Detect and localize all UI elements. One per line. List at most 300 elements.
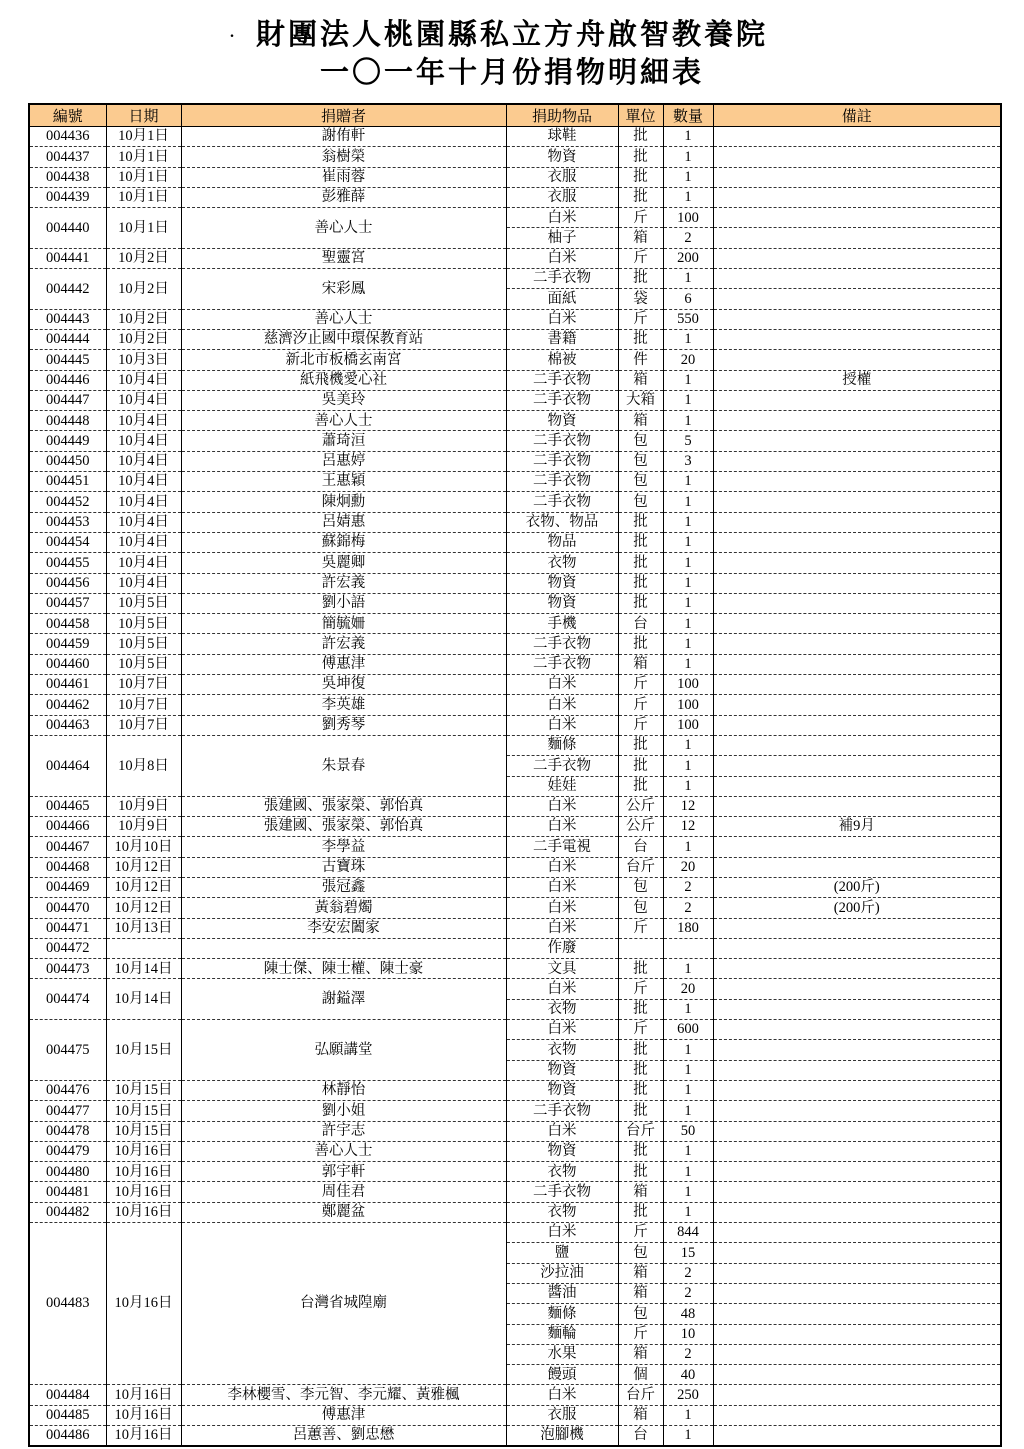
- entry-unit: 包: [618, 451, 663, 471]
- entry-id: 004440: [29, 208, 106, 249]
- entry-donor: 李學益: [181, 837, 506, 857]
- entry-note: [713, 147, 1001, 167]
- entry-note: [713, 634, 1001, 654]
- entry-qty: 1: [663, 959, 713, 979]
- entry-id: 004479: [29, 1141, 106, 1161]
- entry-id: 004469: [29, 877, 106, 897]
- entry-donor: 林靜怡: [181, 1080, 506, 1100]
- entry-item: 棉被: [506, 350, 618, 370]
- entry-item: 柚子: [506, 228, 618, 248]
- column-header: 單位: [618, 104, 663, 127]
- entry-note: [713, 1243, 1001, 1263]
- entry-item: 白米: [506, 695, 618, 715]
- entry-item: 白米: [506, 1385, 618, 1405]
- entry-donor: 周佳君: [181, 1182, 506, 1202]
- entry-qty: 1: [663, 553, 713, 573]
- entry-note: [713, 776, 1001, 796]
- entry-id: 004465: [29, 796, 106, 816]
- entry-date: 10月1日: [106, 147, 181, 167]
- entry-item: 二手衣物: [506, 451, 618, 471]
- table-row: [29, 1162, 1001, 1182]
- entry-qty: 1: [663, 370, 713, 390]
- entry-date: 10月10日: [106, 837, 181, 857]
- table-row: [29, 1121, 1001, 1141]
- table-row: [29, 877, 1001, 897]
- entry-unit: 斤: [618, 979, 663, 999]
- entry-id: 004456: [29, 573, 106, 593]
- entry-donor: 慈濟汐止國中環保教育站: [181, 329, 506, 349]
- table-row: [29, 329, 1001, 349]
- entry-note: [713, 695, 1001, 715]
- table-row: [29, 1405, 1001, 1425]
- entry-note: [713, 127, 1001, 147]
- entry-note: [713, 1020, 1001, 1040]
- entry-unit: 斤: [618, 715, 663, 735]
- entry-date: 10月2日: [106, 248, 181, 268]
- entry-unit: 批: [618, 1101, 663, 1121]
- entry-id: 004445: [29, 350, 106, 370]
- entry-item: 二手衣物: [506, 431, 618, 451]
- entry-date: 10月9日: [106, 817, 181, 837]
- table-row: [29, 1101, 1001, 1121]
- entry-date: 10月7日: [106, 695, 181, 715]
- entry-id: 004468: [29, 857, 106, 877]
- entry-item: 麵輪: [506, 1324, 618, 1344]
- entry-item: 二手衣物: [506, 634, 618, 654]
- entry-unit: 斤: [618, 695, 663, 715]
- entry-id: 004486: [29, 1426, 106, 1446]
- entry-donor: 陳士傑、陳士權、陳士豪: [181, 959, 506, 979]
- entry-note: [713, 472, 1001, 492]
- entry-qty: 1: [663, 1202, 713, 1222]
- table-row: [29, 938, 1001, 958]
- entry-qty: 1: [663, 1405, 713, 1425]
- column-header: 備註: [713, 104, 1001, 127]
- entry-date: 10月15日: [106, 1020, 181, 1081]
- entry-item: 白米: [506, 918, 618, 938]
- entry-note: (200斤): [713, 898, 1001, 918]
- entry-note: [713, 1304, 1001, 1324]
- entry-qty: 1: [663, 411, 713, 431]
- entry-id: 004441: [29, 248, 106, 268]
- entry-unit: 台斤: [618, 1121, 663, 1141]
- entry-unit: 批: [618, 756, 663, 776]
- entry-item: 麵條: [506, 735, 618, 755]
- entry-unit: 斤: [618, 1223, 663, 1243]
- entry-note: [713, 837, 1001, 857]
- entry-note: [713, 411, 1001, 431]
- entry-date: 10月14日: [106, 979, 181, 1020]
- entry-item: 衣服: [506, 167, 618, 187]
- entry-item: 物品: [506, 532, 618, 552]
- entry-date: 10月16日: [106, 1426, 181, 1446]
- entry-date: 10月4日: [106, 390, 181, 410]
- entry-item: 白米: [506, 857, 618, 877]
- entry-donor: 蕭琦洹: [181, 431, 506, 451]
- entry-qty: 3: [663, 451, 713, 471]
- report-titles: [0, 0, 1024, 92]
- entry-qty: 48: [663, 1304, 713, 1324]
- entry-date: 10月15日: [106, 1101, 181, 1121]
- entry-note: [713, 573, 1001, 593]
- entry-id: 004478: [29, 1121, 106, 1141]
- entry-date: 10月1日: [106, 127, 181, 147]
- entry-id: 004477: [29, 1101, 106, 1121]
- entry-date: 10月2日: [106, 329, 181, 349]
- entry-item: 二手衣物: [506, 472, 618, 492]
- entry-donor: 吳麗卿: [181, 553, 506, 573]
- entry-note: [713, 999, 1001, 1019]
- entry-note: [713, 1080, 1001, 1100]
- entry-qty: 1: [663, 614, 713, 634]
- entry-item: 物資: [506, 411, 618, 431]
- entry-unit: 包: [618, 472, 663, 492]
- entry-item: 衣物: [506, 1162, 618, 1182]
- entry-note: [713, 532, 1001, 552]
- entry-date: 10月2日: [106, 269, 181, 310]
- table-row: [29, 208, 1001, 228]
- entry-item: 沙拉油: [506, 1263, 618, 1283]
- entry-donor: 王惠穎: [181, 472, 506, 492]
- entry-qty: 12: [663, 817, 713, 837]
- entry-note: [713, 167, 1001, 187]
- entry-date: 10月12日: [106, 877, 181, 897]
- entry-id: 004474: [29, 979, 106, 1020]
- entry-id: 004472: [29, 938, 106, 958]
- entry-item: 白米: [506, 898, 618, 918]
- entry-date: 10月5日: [106, 654, 181, 674]
- entry-unit: 批: [618, 959, 663, 979]
- entry-note: [713, 512, 1001, 532]
- table-row: [29, 512, 1001, 532]
- entry-donor: 古寶珠: [181, 857, 506, 877]
- entry-item: 面紙: [506, 289, 618, 309]
- entry-donor: 吳美玲: [181, 390, 506, 410]
- entry-unit: 批: [618, 167, 663, 187]
- table-row: [29, 390, 1001, 410]
- entry-note: [713, 390, 1001, 410]
- entry-id: 004454: [29, 532, 106, 552]
- entry-note: [713, 1324, 1001, 1344]
- entry-qty: 1: [663, 147, 713, 167]
- entry-date: 10月16日: [106, 1223, 181, 1385]
- entry-qty: 844: [663, 1223, 713, 1243]
- entry-unit: 包: [618, 898, 663, 918]
- entry-unit: 批: [618, 269, 663, 289]
- entry-note: [713, 1040, 1001, 1060]
- entry-unit: 斤: [618, 208, 663, 228]
- entry-donor: 呂惠婷: [181, 451, 506, 471]
- entry-item: 二手衣物: [506, 1182, 618, 1202]
- entry-item: 麵條: [506, 1304, 618, 1324]
- table-row: [29, 127, 1001, 147]
- entry-qty: 15: [663, 1243, 713, 1263]
- entry-item: 球鞋: [506, 127, 618, 147]
- entry-qty: 2: [663, 1344, 713, 1364]
- table-row: [29, 472, 1001, 492]
- entry-date: 10月14日: [106, 959, 181, 979]
- table-row: [29, 857, 1001, 877]
- entry-note: 授權: [713, 370, 1001, 390]
- entry-id: 004480: [29, 1162, 106, 1182]
- entry-item: 二手衣物: [506, 492, 618, 512]
- entry-note: [713, 1283, 1001, 1303]
- table-row: [29, 350, 1001, 370]
- entry-id: 004438: [29, 167, 106, 187]
- entry-date: 10月1日: [106, 208, 181, 249]
- entry-qty: 600: [663, 1020, 713, 1040]
- entry-unit: 批: [618, 147, 663, 167]
- entry-donor: 朱景春: [181, 735, 506, 796]
- entry-id: 004473: [29, 959, 106, 979]
- entry-qty: 1: [663, 512, 713, 532]
- table-row: [29, 1080, 1001, 1100]
- entry-qty: 1: [663, 532, 713, 552]
- entry-donor: 許宏義: [181, 573, 506, 593]
- entry-note: [713, 918, 1001, 938]
- entry-qty: 1: [663, 593, 713, 613]
- entry-donor: 善心人士: [181, 309, 506, 329]
- entry-donor: 傅惠津: [181, 654, 506, 674]
- entry-donor: 劉小語: [181, 593, 506, 613]
- entry-unit: 包: [618, 431, 663, 451]
- entry-item: 白米: [506, 675, 618, 695]
- entry-note: [713, 289, 1001, 309]
- stray-mark: .: [230, 24, 234, 41]
- entry-donor: 許宏義: [181, 634, 506, 654]
- table-row: [29, 979, 1001, 999]
- entry-date: 10月4日: [106, 492, 181, 512]
- entry-donor: 劉小姐: [181, 1101, 506, 1121]
- entry-item: 二手衣物: [506, 390, 618, 410]
- entry-donor: 李林櫻雪、李元智、李元耀、黃雅楓: [181, 1385, 506, 1405]
- table-body: [29, 127, 1001, 1446]
- table-row: [29, 431, 1001, 451]
- entry-date: 10月13日: [106, 918, 181, 938]
- entry-unit: 批: [618, 512, 663, 532]
- entry-id: 004446: [29, 370, 106, 390]
- entry-donor: 鄭麗盆: [181, 1202, 506, 1222]
- table-row: [29, 1141, 1001, 1161]
- entry-date: 10月16日: [106, 1202, 181, 1222]
- entry-note: [713, 796, 1001, 816]
- entry-qty: 1: [663, 1182, 713, 1202]
- table-row: [29, 532, 1001, 552]
- entry-date: 10月2日: [106, 309, 181, 329]
- entry-date: 10月7日: [106, 715, 181, 735]
- entry-date: 10月4日: [106, 451, 181, 471]
- table-row: [29, 248, 1001, 268]
- entry-unit: 大箱: [618, 390, 663, 410]
- entry-note: [713, 431, 1001, 451]
- entry-donor: 台灣省城隍廟: [181, 1223, 506, 1385]
- entry-donor: 傅惠津: [181, 1405, 506, 1425]
- entry-qty: 1: [663, 329, 713, 349]
- entry-date: 10月16日: [106, 1141, 181, 1161]
- entry-id: 004439: [29, 187, 106, 207]
- entry-note: [713, 329, 1001, 349]
- entry-date: 10月7日: [106, 675, 181, 695]
- entry-item: 二手電視: [506, 837, 618, 857]
- entry-note: [713, 1426, 1001, 1446]
- entry-unit: 斤: [618, 1324, 663, 1344]
- entry-note: [713, 1344, 1001, 1364]
- entry-unit: 箱: [618, 1405, 663, 1425]
- entry-item: 物資: [506, 1060, 618, 1080]
- entry-qty: 5: [663, 431, 713, 451]
- entry-date: [106, 938, 181, 958]
- entry-item: 物資: [506, 1080, 618, 1100]
- entry-donor: 許宇志: [181, 1121, 506, 1141]
- entry-unit: 批: [618, 1080, 663, 1100]
- entry-item: 作廢: [506, 938, 618, 958]
- entry-item: 衣服: [506, 1405, 618, 1425]
- entry-donor: 呂婧惠: [181, 512, 506, 532]
- entry-id: 004452: [29, 492, 106, 512]
- entry-unit: 批: [618, 1162, 663, 1182]
- entry-qty: 2: [663, 898, 713, 918]
- entry-date: 10月4日: [106, 532, 181, 552]
- entry-note: [713, 715, 1001, 735]
- table-row: [29, 147, 1001, 167]
- entry-unit: 批: [618, 634, 663, 654]
- entry-item: 白米: [506, 248, 618, 268]
- table-row: [29, 269, 1001, 289]
- entry-unit: 箱: [618, 654, 663, 674]
- entry-unit: 袋: [618, 289, 663, 309]
- table-row: [29, 735, 1001, 755]
- column-header: 捐助物品: [506, 104, 618, 127]
- table-row: [29, 817, 1001, 837]
- table-row: [29, 675, 1001, 695]
- entry-id: 004451: [29, 472, 106, 492]
- entry-id: 004483: [29, 1223, 106, 1385]
- table-row: [29, 837, 1001, 857]
- entry-donor: 簡毓姍: [181, 614, 506, 634]
- entry-unit: 箱: [618, 1182, 663, 1202]
- entry-unit: 批: [618, 1060, 663, 1080]
- entry-donor: 張建國、張家榮、郭怡真: [181, 817, 506, 837]
- entry-qty: 1: [663, 999, 713, 1019]
- entry-date: 10月3日: [106, 350, 181, 370]
- table-row: [29, 634, 1001, 654]
- entry-qty: 6: [663, 289, 713, 309]
- entry-donor: 翁樹榮: [181, 147, 506, 167]
- table-row: [29, 715, 1001, 735]
- entry-unit: 件: [618, 350, 663, 370]
- entry-note: [713, 979, 1001, 999]
- entry-item: 白米: [506, 715, 618, 735]
- entry-date: 10月1日: [106, 167, 181, 187]
- entry-item: 二手衣物: [506, 269, 618, 289]
- entry-id: 004458: [29, 614, 106, 634]
- entry-qty: 2: [663, 228, 713, 248]
- entry-qty: 1: [663, 167, 713, 187]
- entry-item: 衣物: [506, 553, 618, 573]
- entry-note: [713, 553, 1001, 573]
- entry-id: 004436: [29, 127, 106, 147]
- entry-unit: 批: [618, 573, 663, 593]
- entry-qty: 1: [663, 127, 713, 147]
- entry-unit: 公斤: [618, 817, 663, 837]
- entry-unit: 台斤: [618, 857, 663, 877]
- column-header: 編號: [29, 104, 106, 127]
- entry-qty: 100: [663, 208, 713, 228]
- entry-unit: 台: [618, 614, 663, 634]
- table-row: [29, 918, 1001, 938]
- entry-note: [713, 208, 1001, 228]
- entry-item: 白米: [506, 309, 618, 329]
- entry-note: [713, 756, 1001, 776]
- entry-qty: 2: [663, 1283, 713, 1303]
- entry-note: [713, 1223, 1001, 1243]
- entry-id: 004461: [29, 675, 106, 695]
- table-row: [29, 1182, 1001, 1202]
- entry-date: 10月15日: [106, 1080, 181, 1100]
- entry-qty: 100: [663, 675, 713, 695]
- entry-unit: 斤: [618, 675, 663, 695]
- entry-note: [713, 1162, 1001, 1182]
- entry-unit: 斤: [618, 918, 663, 938]
- entry-item: 二手衣物: [506, 370, 618, 390]
- table-row: [29, 309, 1001, 329]
- entry-unit: 台: [618, 1426, 663, 1446]
- entry-date: 10月16日: [106, 1162, 181, 1182]
- entry-date: 10月4日: [106, 512, 181, 532]
- entry-note: [713, 1202, 1001, 1222]
- entry-item: 水果: [506, 1344, 618, 1364]
- entry-unit: 批: [618, 127, 663, 147]
- entry-note: [713, 959, 1001, 979]
- entry-qty: 550: [663, 309, 713, 329]
- entry-unit: 批: [618, 999, 663, 1019]
- entry-donor: 宋彩鳳: [181, 269, 506, 310]
- column-header: 數量: [663, 104, 713, 127]
- entry-donor: 謝鎰澤: [181, 979, 506, 1020]
- entry-id: 004449: [29, 431, 106, 451]
- entry-unit: 斤: [618, 1020, 663, 1040]
- entry-qty: 1: [663, 1162, 713, 1182]
- entry-qty: 100: [663, 695, 713, 715]
- entry-date: 10月4日: [106, 431, 181, 451]
- entry-unit: 箱: [618, 228, 663, 248]
- entry-unit: 批: [618, 593, 663, 613]
- entry-unit: 斤: [618, 309, 663, 329]
- entry-note: [713, 593, 1001, 613]
- entry-id: 004444: [29, 329, 106, 349]
- entry-note: [713, 1405, 1001, 1425]
- entry-id: 004462: [29, 695, 106, 715]
- entry-unit: 批: [618, 187, 663, 207]
- table-row: [29, 1223, 1001, 1243]
- entry-id: 004459: [29, 634, 106, 654]
- entry-note: [713, 1385, 1001, 1405]
- table-row: [29, 573, 1001, 593]
- entry-date: 10月5日: [106, 634, 181, 654]
- entry-item: 白米: [506, 796, 618, 816]
- table-row: [29, 1020, 1001, 1040]
- entry-unit: 包: [618, 1243, 663, 1263]
- entry-item: 白米: [506, 1020, 618, 1040]
- entry-unit: 箱: [618, 370, 663, 390]
- entry-note: [713, 654, 1001, 674]
- entry-item: 手機: [506, 614, 618, 634]
- entry-id: 004453: [29, 512, 106, 532]
- entry-id: 004464: [29, 735, 106, 796]
- table-row: [29, 959, 1001, 979]
- entry-date: 10月9日: [106, 796, 181, 816]
- entry-qty: 20: [663, 857, 713, 877]
